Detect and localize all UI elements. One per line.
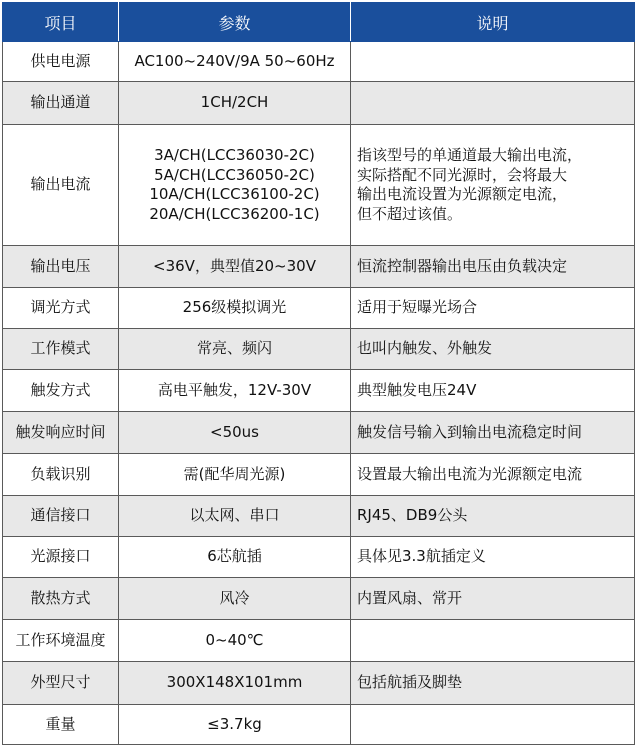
row-note	[351, 620, 635, 662]
row-param: 0~40℃	[119, 620, 351, 662]
row-param: 以太网、串口	[119, 496, 351, 537]
row-note: 也叫内触发、外触发	[351, 329, 635, 370]
note-line: 但不超过该值。	[357, 204, 463, 223]
row-item: 通信接口	[3, 496, 119, 537]
row-param: 6芯航插	[119, 537, 351, 578]
row-item: 触发响应时间	[3, 412, 119, 454]
table-row	[3, 329, 635, 370]
row-item: 光源接口	[3, 537, 119, 578]
row-item: 负载识别	[3, 454, 119, 496]
header-item: 项目	[3, 3, 119, 42]
note-line: 实际搭配不同光源时，会将最大	[357, 165, 568, 184]
table-row	[3, 42, 635, 82]
table-row	[3, 288, 635, 329]
table-row	[3, 537, 635, 578]
row-item: 外型尺寸	[3, 662, 119, 705]
row-item: 工作模式	[3, 329, 119, 370]
row-note: 恒流控制器输出电压由负载决定	[351, 246, 635, 288]
header-param: 参数	[119, 3, 351, 42]
row-note	[351, 82, 635, 125]
row-param: 300X148X101mm	[119, 662, 351, 705]
row-param	[119, 125, 351, 246]
row-param: AC100~240V/9A 50~60Hz	[119, 42, 351, 82]
table-row	[3, 578, 635, 620]
row-item: 输出电流	[3, 125, 119, 246]
row-note: 包括航插及脚垫	[351, 662, 635, 705]
table-row	[3, 82, 635, 125]
param-line: 5A/CH(LCC36050-2C)	[154, 165, 315, 184]
row-param: 256级模拟调光	[119, 288, 351, 329]
spec-table	[2, 2, 635, 745]
row-param: <50us	[119, 412, 351, 454]
note-line: 指该型号的单通道最大输出电流，	[357, 146, 583, 164]
row-param: 1CH/2CH	[119, 82, 351, 125]
note-line: 输出电流设置为光源额定电流，	[357, 185, 568, 203]
table-row	[3, 662, 635, 705]
row-note: 典型触发电压24V	[351, 370, 635, 412]
row-param: 风冷	[119, 578, 351, 620]
row-param: ≤3.7kg	[119, 705, 351, 745]
row-item: 调光方式	[3, 288, 119, 329]
table-row	[3, 496, 635, 537]
row-note	[351, 42, 635, 82]
param-line: 3A/CH(LCC36030-2C)	[154, 146, 315, 164]
row-item: 散热方式	[3, 578, 119, 620]
row-note	[351, 125, 635, 246]
table-row	[3, 125, 635, 246]
row-note: 设置最大输出电流为光源额定电流	[351, 454, 635, 496]
table-row	[3, 454, 635, 496]
row-param: <36V，典型值20~30V	[119, 246, 351, 288]
header-note: 说明	[351, 3, 635, 42]
header-row	[3, 3, 635, 42]
row-item: 触发方式	[3, 370, 119, 412]
row-note: RJ45、DB9公头	[351, 496, 635, 537]
row-item: 供电电源	[3, 42, 119, 82]
table-row	[3, 412, 635, 454]
table-row	[3, 370, 635, 412]
row-param: 常亮、频闪	[119, 329, 351, 370]
row-note: 适用于短曝光场合	[351, 288, 635, 329]
row-param: 高电平触发，12V-30V	[119, 370, 351, 412]
row-item: 重量	[3, 705, 119, 745]
row-item: 输出电压	[3, 246, 119, 288]
row-item: 输出通道	[3, 82, 119, 125]
table-row	[3, 246, 635, 288]
row-note: 具体见3.3航插定义	[351, 537, 635, 578]
row-item: 工作环境温度	[3, 620, 119, 662]
param-line: 10A/CH(LCC36100-2C)	[149, 185, 320, 203]
row-note: 内置风扇、常开	[351, 578, 635, 620]
table-row	[3, 620, 635, 662]
param-line: 20A/CH(LCC36200-1C)	[149, 204, 320, 223]
row-note: 触发信号输入到输出电流稳定时间	[351, 412, 635, 454]
row-param: 需(配华周光源)	[119, 454, 351, 496]
